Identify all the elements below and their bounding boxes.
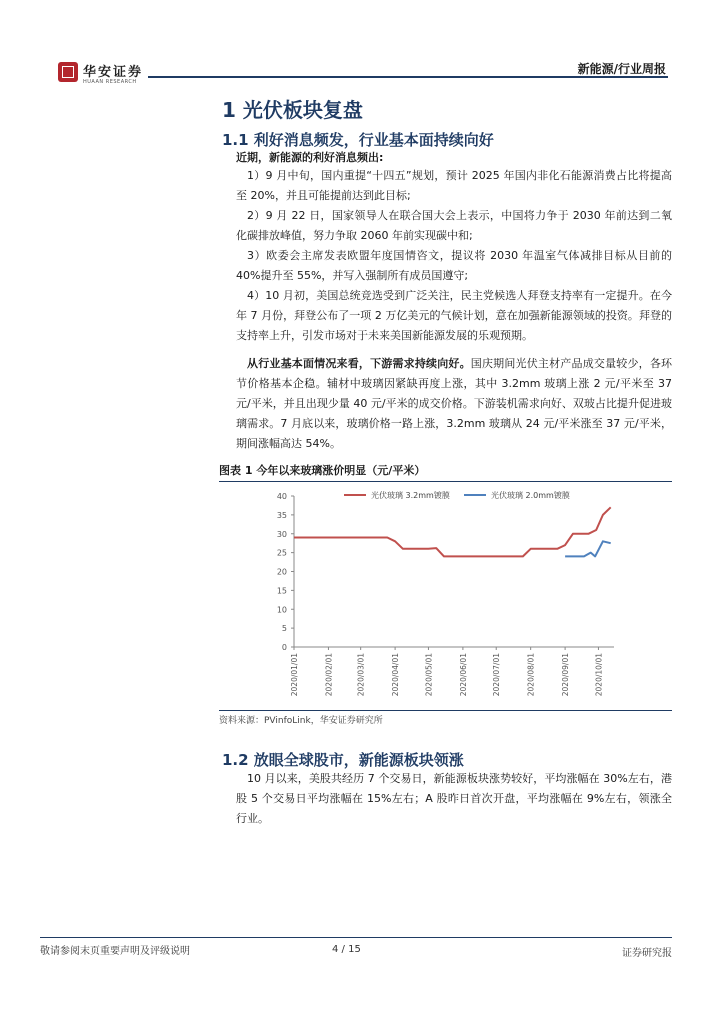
y-tick-label: 20 <box>276 567 287 577</box>
x-tick-label: 2020/04/01 <box>391 653 401 697</box>
footer-disclaimer: 敬请参阅末页重要声明及评级说明 <box>40 946 190 957</box>
chart-series <box>294 507 611 556</box>
x-tick-label: 2020/03/01 <box>356 653 366 697</box>
news-item-2: 2）9 月 22 日，国家领导人在联合国大会上表示，中国将力争于 2030 年前达到二氧化碳排放峰值，努力争取 2060 年前实现碳中和; <box>236 209 672 242</box>
figure-source: 资料来源：PVinfoLink，华安证券研究所 <box>219 716 383 726</box>
chart-axes <box>277 492 614 696</box>
y-tick-label: 5 <box>281 624 287 634</box>
intro-bold: 近期，新能源的利好消息频出: <box>236 151 384 164</box>
intro-line <box>236 148 672 168</box>
fundamentals-bold: 从行业基本面情况来看，下游需求持续向好。 <box>247 357 471 370</box>
news-item-1: 1）9 月中旬，国内重提“十四五”规划，预计 2025 年国内非化石能源消费占比将提高至 20%，并且可能提前达到此目标; <box>236 169 672 202</box>
x-tick-label: 2020/10/01 <box>594 653 604 697</box>
x-tick-label: 2020/02/01 <box>324 653 334 697</box>
figure-title: 图表 1 今年以来玻璃涨价明显（元/平米） <box>219 464 426 477</box>
legend-label: 光伏玻璃 3.2mm镀膜 <box>371 491 450 500</box>
figure-rule-top <box>219 481 672 482</box>
x-tick-label: 2020/08/01 <box>526 653 536 697</box>
company-logo-mark <box>58 62 78 82</box>
x-tick-label: 2020/06/01 <box>458 653 468 697</box>
glass-price-chart <box>219 484 672 708</box>
chart-legend <box>344 490 570 500</box>
fundamentals-paragraph <box>236 354 672 454</box>
series-line <box>294 507 611 556</box>
fundamentals-text: 国庆期间光伏主材产品成交量较少，各环节价格基本企稳。辅材中玻璃因紧缺再度上涨，其中 3.2mm 玻璃上涨 2 元/平米至 37 元/平米，并且出现少量 40 元/平米的成交价格。下游装机需求向好、双玻占比提升促进玻璃需求。7 月底以来，玻璃价格一路上涨，3.2mm 玻璃从 24 元/平米涨至 37 元/平米，期间涨幅高达 54%。 <box>236 357 673 450</box>
news-item-4: 4）10 月初，美国总统竞选受到广泛关注，民主党候选人拜登支持率有一定提升。在今年 7 月份，拜登公布了一项 2 万亿美元的气候计划，意在加强新能源领域的投资。拜登的支持率上升，引发市场对于未来美国新能源发展的乐观预期。 <box>236 289 672 342</box>
y-tick-label: 35 <box>276 510 287 520</box>
y-tick-label: 30 <box>276 529 287 539</box>
report-section-label: 新能源/行业周报 <box>577 62 666 76</box>
figure-rule-bottom <box>219 710 672 711</box>
y-tick-label: 40 <box>276 492 287 501</box>
footer-report-type: 证券研究报 <box>622 948 672 959</box>
y-tick-label: 10 <box>276 605 287 615</box>
y-tick-label: 25 <box>276 548 287 558</box>
x-tick-label: 2020/01/01 <box>290 653 299 697</box>
y-tick-label: 0 <box>281 643 287 652</box>
market-paragraph: 10 月以来，美股共经历 7 个交易日，新能源板块涨势较好，平均涨幅在 30%左右，港股 5 个交易日平均涨幅在 15%左右；A 股昨日首次开盘，平均涨幅在 9%左右，领涨全行业。 <box>236 772 672 825</box>
section-heading: 1 光伏板块复盘 <box>222 98 363 122</box>
x-tick-label: 2020/09/01 <box>561 653 571 697</box>
series-line <box>565 541 611 556</box>
subsection-heading-2: 1.2 放眼全球股市，新能源板块领涨 <box>222 751 464 769</box>
x-tick-label: 2020/05/01 <box>424 653 434 697</box>
y-tick-label: 15 <box>276 586 287 596</box>
legend-label: 光伏玻璃 2.0mm镀膜 <box>491 491 570 500</box>
company-logo-cn: 华安证券 <box>83 65 144 80</box>
footer-rule <box>40 937 672 938</box>
page-number: 4 / 15 <box>332 944 361 955</box>
x-tick-label: 2020/07/01 <box>492 653 502 697</box>
company-logo-en: HUAAN RESEARCH <box>83 79 137 85</box>
subsection-heading-1: 1.1 利好消息频发，行业基本面持续向好 <box>222 131 494 149</box>
news-item-3: 3）欧委会主席发表欧盟年度国情咨文，提议将 2030 年温室气体减排目标从目前的 40%提升至 55%，并写入强制所有成员国遵守; <box>236 249 672 282</box>
